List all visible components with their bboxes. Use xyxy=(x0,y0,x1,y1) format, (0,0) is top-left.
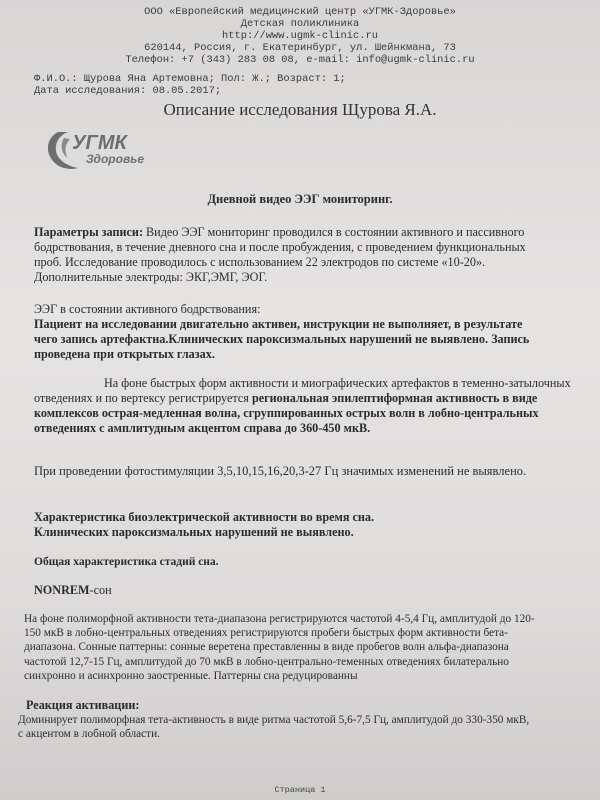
fast-text-1: На фоне быстрых форм активности и миографических артефактов в теменно-затылочных xyxy=(104,376,571,390)
ugmk-logo xyxy=(42,124,182,174)
sleep-section xyxy=(34,510,574,540)
nonrem-text-1: На фоне полиморфной активности тета-диапазона регистрируются частотой 4-5,4 Гц, амплитудой до 120- xyxy=(24,613,535,625)
awake-heading: ЭЭГ в состоянии активного бодрствования: xyxy=(34,302,261,316)
page-number: Страница 1 xyxy=(274,785,326,795)
awake-text-1: Пациент на исследовании двигательно активен, инструкции не выполняет, в результате xyxy=(34,317,523,331)
address-line: 620144, Россия, г. Екатеринбург, ул. Шейнкмана, 73 xyxy=(144,42,456,54)
params-text-3: проб. Исследование проводилось с использованием 22 электродов по системе «10-20». xyxy=(34,255,486,269)
epileptiform-section xyxy=(34,376,574,436)
sleep-text-1: Характеристика биоэлектрической активности во время сна. xyxy=(34,510,375,524)
fast-text-4: отведениях с амплитудным акцентом справа до 360-450 мкВ. xyxy=(34,421,371,435)
nonrem-section xyxy=(24,612,584,683)
page-title: Описание исследования Щурова Я.А. xyxy=(163,100,437,119)
patient-info: Ф.И.О.: Щурова Яна Артемовна; Пол: Ж.; Возраст: 1; xyxy=(34,73,346,85)
website-url: http://www.ugmk-clinic.ru xyxy=(222,30,378,42)
params-text-2: бодрствования, в течение дневного сна и после пробуждения, с проведением функциональных xyxy=(34,240,526,254)
nonrem-text-2: 150 мкВ в лобно-центральных отведениях регистрируются пробеги быстрых форм активности бета- xyxy=(24,627,508,640)
fast-text-2b: региональная эпилептиформная активность в виде xyxy=(251,391,538,405)
exam-date: Дата исследования: 08.05.2017; xyxy=(34,85,222,97)
logo-wordmark: УГМК xyxy=(72,132,127,154)
stages-heading: Общая характеристика стадий сна. xyxy=(34,556,219,568)
awake-text-2: чего запись артефактна.Клинических пароксизмальных нарушений не выявлено. Запись xyxy=(34,332,530,346)
fast-text-3: комплексов острая-медленная волна, сгруппированных острых волн в лобно-центральных xyxy=(34,406,539,420)
org-name: ООО «Европейский медицинский центр «УГМК-Здоровье» xyxy=(144,6,456,18)
sleep-text-2: Клинических пароксизмальных нарушений не выявлено. xyxy=(34,525,354,539)
params-section xyxy=(34,225,574,285)
params-text-4: Дополнительные электроды: ЭКГ,ЭМГ, ЭОГ. xyxy=(34,270,268,284)
params-label: Параметры записи: xyxy=(34,225,143,239)
activation-text-2: с акцентом в лобной области. xyxy=(18,728,160,741)
activation-heading: Реакция активации: xyxy=(26,698,140,712)
contact-line: Телефон: +7 (343) 283 08 08, e-mail: info@ugmk-clinic.ru xyxy=(125,54,475,66)
nonrem-heading xyxy=(34,583,574,598)
nonrem-suffix: -сон xyxy=(89,583,112,597)
report-heading: Дневной видео ЭЭГ мониторинг. xyxy=(207,192,393,206)
awake-text-3: проведена при открытых глазах. xyxy=(34,347,215,361)
awake-section xyxy=(34,302,574,362)
activation-text-1: Доминирует полиморфная тета-активность в виде ритма частотой 5,6-7,5 Гц, амплитудой до 330-350 мкВ, xyxy=(18,714,530,726)
photostim-text: При проведении фотостимуляции 3,5,10,15,16,20,3-27 Гц значимых изменений не выявлено. xyxy=(34,464,527,478)
nonrem-text-4: частотой 12,7-15 Гц, амплитудой до 70 мкВ в лобно-центрально-теменных отведениях билатерально xyxy=(24,655,509,668)
logo-subtitle: Здоровье xyxy=(86,152,145,166)
department-name: Детская поликлиника xyxy=(240,18,360,30)
nonrem-text-5: синхронно и асинхронно заостренные. Паттерны сна редуцированны xyxy=(24,669,358,682)
params-text-1: Видео ЭЭГ мониторинг проводился в состоянии активного и пассивного xyxy=(143,225,525,239)
activation-section xyxy=(18,713,588,741)
fast-text-2a: отведениях и по вертексу регистрируется xyxy=(34,391,252,405)
nonrem-label: NONREM xyxy=(34,583,90,597)
nonrem-text-3: диапазона. Сонные паттерны: сонные веретена преставленны в виде пробегов волн альфа-диапазона xyxy=(24,641,509,654)
